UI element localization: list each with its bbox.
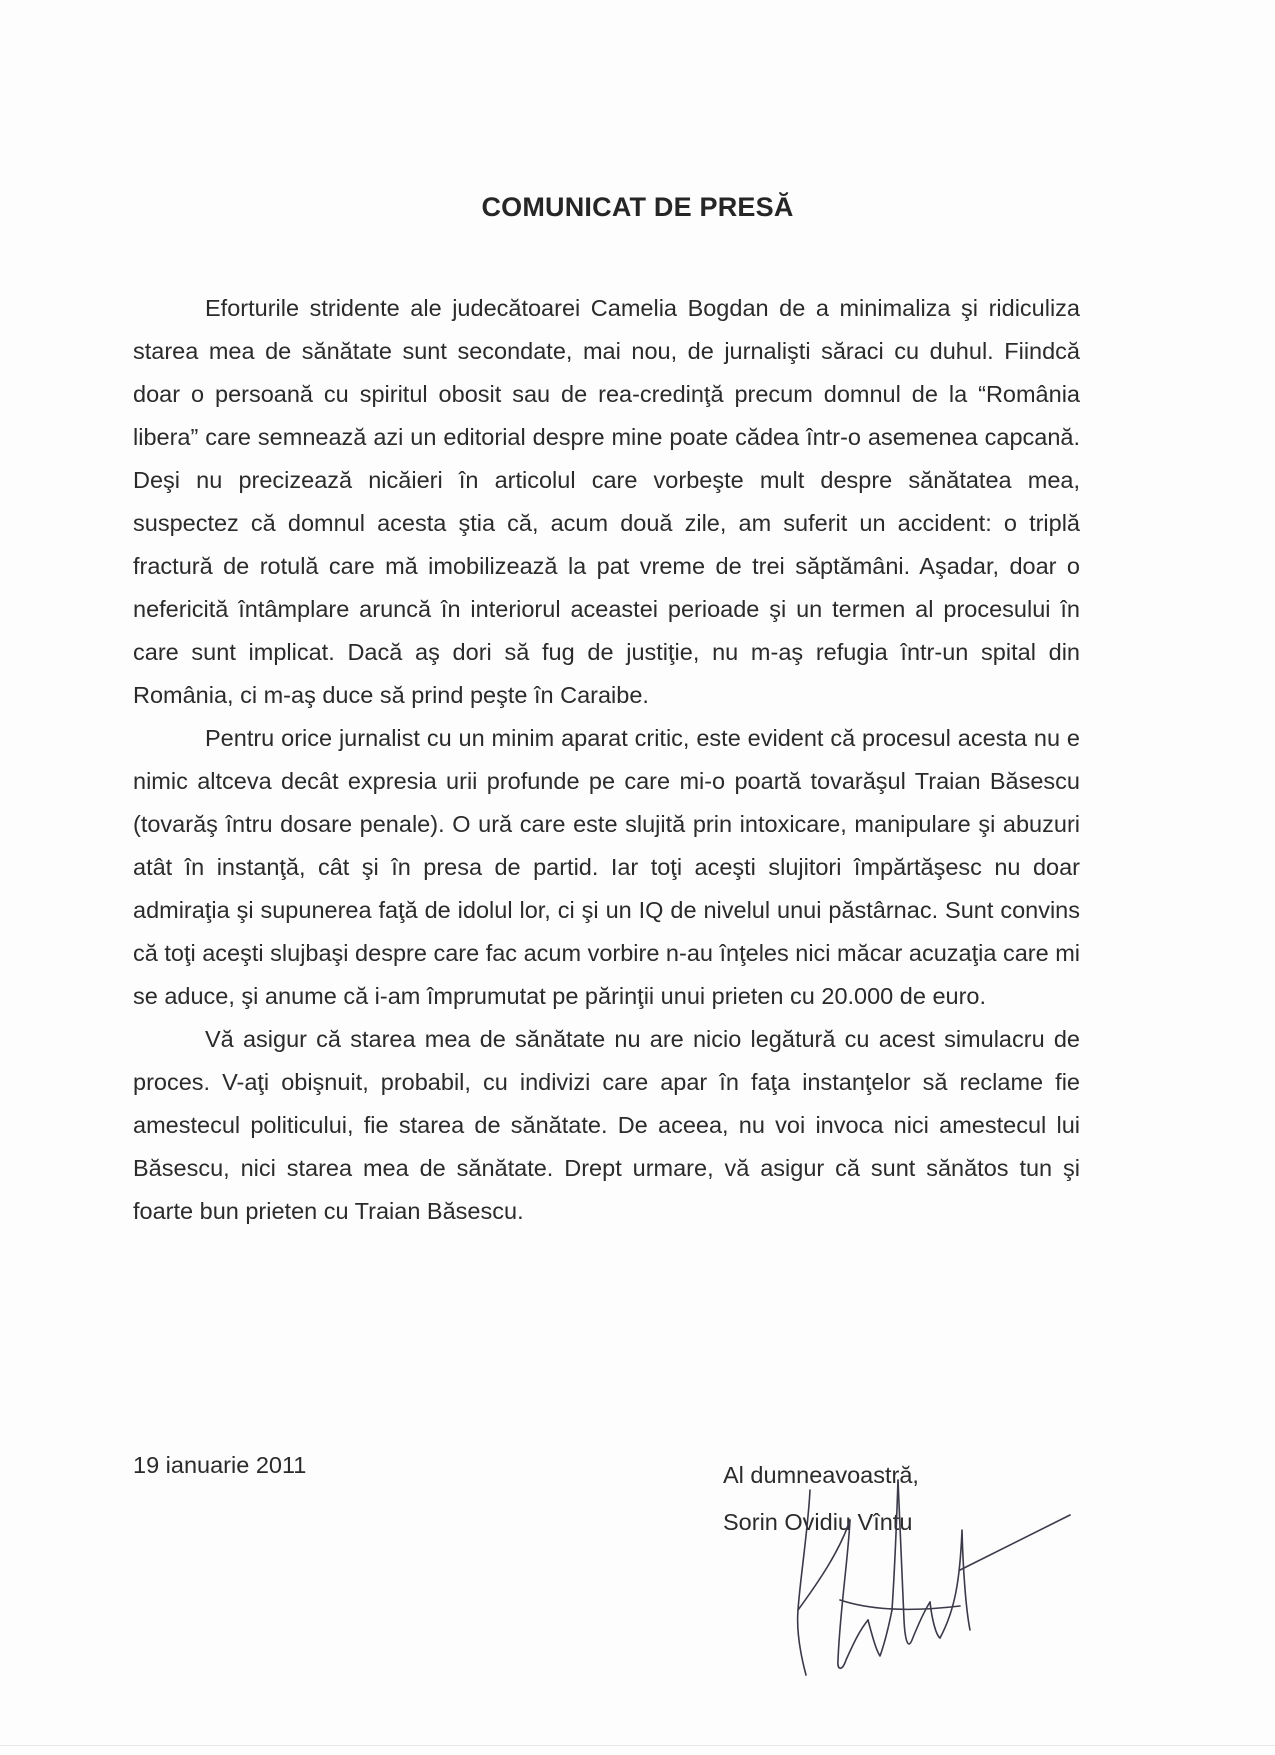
page-edge-rule	[0, 1745, 1275, 1746]
signature-stroke-3	[838, 1520, 868, 1668]
paragraph-1: Eforturile stridente ale judecătoarei Camelia Bogdan de a minimaliza şi ridiculiza starea mea de sănătate sunt secondate, mai nou, de jurnalişti săraci cu duhul. Fiindcă doar o persoană cu spiritul obosit sau de rea-credinţă precum domnul de la “România libera” care semnează azi un editorial despre mine poate cădea într-o asemenea capcană. Deşi nu precizează nicăieri în articolul care vorbeşte mult despre sănătatea mea, suspectez că domnul acesta ştia că, acum două zile, am suferit un accident: o triplă fractură de rotulă care mă imobilizează la pat vreme de trei săptămâni. Aşadar, doar o nefericită întâmplare aruncă în interiorul aceastei perioade şi un termen al procesului în care sunt implicat. Dacă aş dori să fug de justiţie, nu m-aş refugia într-un spital din România, ci m-aş duce să prind peşte în Caraibe.	[133, 295, 1080, 708]
signature-stroke-6	[898, 1480, 930, 1644]
signature-stroke-9	[960, 1515, 1070, 1570]
paragraph-2: Pentru orice jurnalist cu un minim aparat critic, este evident că procesul acesta nu e nimic altceva decât expresia urii profunde pe care mi-o poartă tovarăşul Traian Băsescu (tovarăş întru dosare penale). O ură care este slujită prin intoxicare, manipulare şi abuzuri atât în instanţă, cât şi în presa de partid. Iar toţi aceşti slujitori împărtăşesc nu doar admiraţia şi supunerea faţă de idolul lor, ci şi un IQ de nivelul unui păstârnac. Sunt convins că toţi aceşti slujbaşi despre care fac acum vorbire n-au înţeles nici măcar acuzaţia care mi se aduce, şi anume că i-am împrumutat pe părinţii unui prieten cu 20.000 de euro.	[133, 725, 1080, 1009]
document-body	[133, 287, 1080, 1233]
document-date: 19 ianuarie 2011	[133, 1452, 307, 1478]
signature-stroke-1	[798, 1490, 810, 1675]
signature-stroke-4	[868, 1610, 892, 1656]
signature-stroke-8	[940, 1530, 970, 1638]
closing-salutation: Al dumneavoastră,	[723, 1462, 919, 1488]
document-title: COMUNICAT DE PRESĂ	[481, 192, 794, 222]
signature-stroke-5	[892, 1480, 898, 1610]
author-name: Sorin Ovidiu Vîntu	[723, 1509, 913, 1535]
paragraph-3: Vă asigur că starea mea de sănătate nu are nicio legătură cu acest simulacru de proces. V-aţi obişnuit, probabil, cu indivizi care apar în faţa instanţelor să reclame fie amestecul politicului, fie starea de sănătate. De aceea, nu voi invoca nici amestecul lui Băsescu, nici starea mea de sănătate. Drept urmare, vă asigur că sunt sănătos tun şi foarte bun prieten cu Traian Băsescu.	[133, 1026, 1080, 1224]
handwritten-signature	[780, 1460, 1080, 1690]
signature-stroke-10	[840, 1600, 960, 1609]
